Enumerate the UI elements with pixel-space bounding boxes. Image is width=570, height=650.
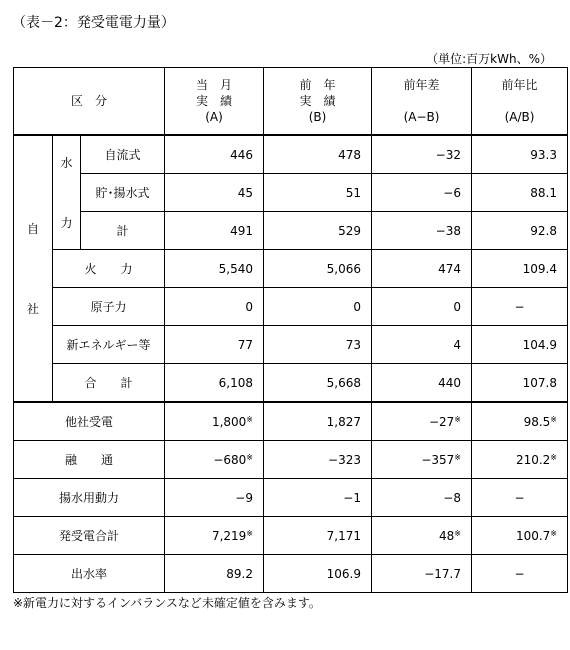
- power-table: [13, 67, 568, 593]
- header-current: 当 月 実 績 (A): [165, 68, 264, 136]
- cell-difference: 48※: [372, 517, 472, 555]
- unit-label: （単位:百万kWh、%）: [426, 52, 552, 66]
- table-row: [14, 517, 568, 555]
- table-title: （表－2：発受電電力量）: [12, 15, 175, 31]
- table-row: [14, 479, 568, 517]
- cell-ratio: −: [472, 555, 568, 593]
- cell-difference: −6: [372, 174, 472, 212]
- cell-previous: 1,827: [264, 402, 372, 441]
- header-category: 区 分: [14, 68, 165, 136]
- cell-difference: −357※: [372, 441, 472, 479]
- cell-difference: 4: [372, 326, 472, 364]
- row-label: 火 力: [53, 250, 165, 288]
- row-label: 新エネルギー等: [53, 326, 165, 364]
- row-label: 出水率: [14, 555, 165, 593]
- cell-current: 446: [165, 135, 264, 174]
- cell-ratio: 93.3: [472, 135, 568, 174]
- header-ratio: 前年比 (A/B): [472, 68, 568, 136]
- cell-current: 0: [165, 288, 264, 326]
- cell-current: −9: [165, 479, 264, 517]
- cell-difference: 474: [372, 250, 472, 288]
- cell-previous: 106.9: [264, 555, 372, 593]
- cell-ratio: 107.8: [472, 364, 568, 403]
- cell-current: 6,108: [165, 364, 264, 403]
- cell-current: 5,540: [165, 250, 264, 288]
- cell-ratio: 88.1: [472, 174, 568, 212]
- cell-previous: 529: [264, 212, 372, 250]
- header-difference: 前年差 (A−B): [372, 68, 472, 136]
- row-label: 他社受電: [14, 402, 165, 441]
- row-label: 貯･揚水式: [81, 174, 165, 212]
- cell-ratio: 100.7※: [472, 517, 568, 555]
- cell-current: 491: [165, 212, 264, 250]
- cell-ratio: 109.4: [472, 250, 568, 288]
- group-hydro: 水 力: [53, 135, 81, 250]
- table-row: [14, 364, 568, 403]
- row-label: 発受電合計: [14, 517, 165, 555]
- cell-current: 89.2: [165, 555, 264, 593]
- table-row: [14, 212, 568, 250]
- cell-difference: −8: [372, 479, 472, 517]
- group-own: 自 社: [14, 135, 53, 402]
- cell-current: 45: [165, 174, 264, 212]
- table-row: [14, 555, 568, 593]
- cell-previous: −323: [264, 441, 372, 479]
- cell-difference: −27※: [372, 402, 472, 441]
- cell-ratio: 98.5※: [472, 402, 568, 441]
- cell-previous: 478: [264, 135, 372, 174]
- cell-previous: 5,066: [264, 250, 372, 288]
- cell-difference: −17.7: [372, 555, 472, 593]
- header-row: [14, 68, 568, 136]
- row-label: 原子力: [53, 288, 165, 326]
- row-label: 自流式: [81, 135, 165, 174]
- footnote: ※新電力に対するインバランスなど未確定値を含みます。: [13, 596, 321, 610]
- cell-current: 1,800※: [165, 402, 264, 441]
- table-row: [14, 402, 568, 441]
- table-row: [14, 250, 568, 288]
- cell-difference: −32: [372, 135, 472, 174]
- cell-ratio: 104.9: [472, 326, 568, 364]
- table-row: [14, 135, 568, 174]
- cell-previous: −1: [264, 479, 372, 517]
- cell-current: 77: [165, 326, 264, 364]
- cell-ratio: 210.2※: [472, 441, 568, 479]
- cell-ratio: −: [472, 288, 568, 326]
- cell-difference: −38: [372, 212, 472, 250]
- row-label: 融 通: [14, 441, 165, 479]
- cell-ratio: 92.8: [472, 212, 568, 250]
- cell-difference: 0: [372, 288, 472, 326]
- table-row: [14, 441, 568, 479]
- cell-previous: 7,171: [264, 517, 372, 555]
- cell-previous: 51: [264, 174, 372, 212]
- cell-difference: 440: [372, 364, 472, 403]
- cell-current: −680※: [165, 441, 264, 479]
- cell-previous: 0: [264, 288, 372, 326]
- cell-ratio: −: [472, 479, 568, 517]
- cell-current: 7,219※: [165, 517, 264, 555]
- row-label: 揚水用動力: [14, 479, 165, 517]
- row-label: 合 計: [53, 364, 165, 403]
- cell-previous: 5,668: [264, 364, 372, 403]
- cell-previous: 73: [264, 326, 372, 364]
- row-label: 計: [81, 212, 165, 250]
- table-row: [14, 326, 568, 364]
- header-previous: 前 年 実 績 (B): [264, 68, 372, 136]
- table-row: [14, 174, 568, 212]
- table-row: [14, 288, 568, 326]
